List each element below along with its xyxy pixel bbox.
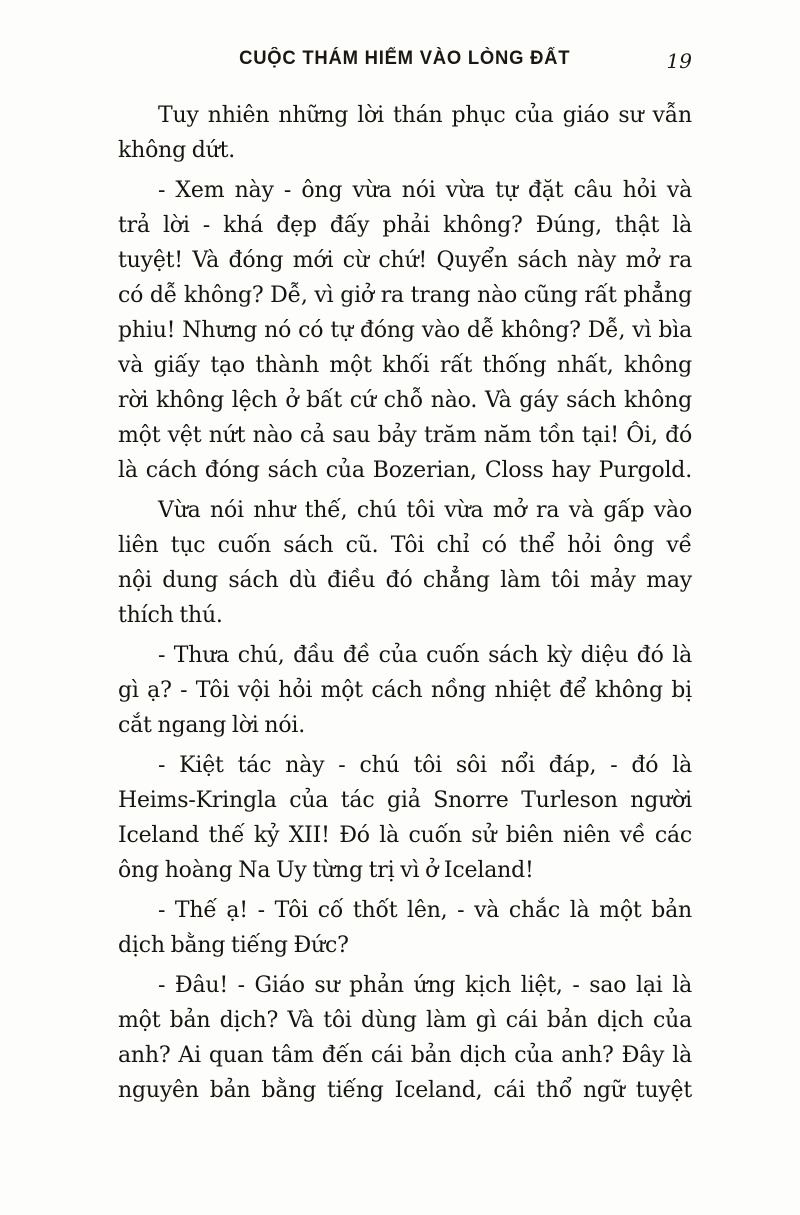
paragraph [118,173,692,488]
text-line: rời không lệch ở bất cứ chỗ nào. Và gáy sách không [118,388,692,413]
text-line: Vừa nói như thế, chú tôi vừa mở ra và gấp vào [158,498,692,523]
text-line: Iceland thế kỷ XII! Đó là cuốn sử biên niên về các [118,823,692,848]
text-line: một bản dịch? Và tôi dùng làm gì cái bản dịch của [118,1008,692,1033]
text-line: không dứt. [118,138,236,163]
text-line: trả lời - khá đẹp đấy phải không? Đúng, thật là [118,213,692,238]
text-line: - Thế ạ! - Tôi cố thốt lên, - và chắc là một bản [158,898,692,923]
text-line: Tuy nhiên những lời thán phục của giáo sư vẫn [158,103,692,128]
text-line: dịch bằng tiếng Đức? [118,933,349,958]
page-number: 19 [666,49,692,73]
paragraph [118,638,692,743]
text-line: gì ạ? - Tôi vội hỏi một cách nồng nhiệt để không bị [118,678,692,703]
text-line: - Thưa chú, đầu đề của cuốn sách kỳ diệu đó là [158,643,692,668]
text-line: tuyệt! Và đóng mới cừ chứ! Quyển sách này mở ra [118,248,692,273]
text-line: là cách đóng sách của Bozerian, Closs hay Purgold. [118,458,692,483]
text-line: Heims-Kringla của tác giả Snorre Turleson người [118,788,692,813]
text-line: nguyên bản bằng tiếng Iceland, cái thổ ngữ tuyệt [118,1078,692,1103]
text-line: - Xem này - ông vừa nói vừa tự đặt câu hỏi và [158,178,692,203]
text-line: phiu! Nhưng nó có tự đóng vào dễ không? Dễ, vì bìa [118,318,692,343]
text-line: ông hoàng Na Uy từng trị vì ở Iceland! [118,858,534,883]
text-line: nội dung sách dù điều đó chẳng làm tôi mảy may [118,568,692,593]
paragraph [118,968,692,1108]
book-title-header: CUỘC THÁM HIỂM VÀO LÒNG ĐẤT [239,48,571,69]
text-line: thích thú. [118,603,223,628]
text-line: - Đâu! - Giáo sư phản ứng kịch liệt, - sao lại là [158,973,692,998]
paragraph [118,748,692,888]
running-header [118,48,692,74]
paragraph [118,98,692,168]
text-line: có dễ không? Dễ, vì giở ra trang nào cũng rất phẳng [118,283,692,308]
text-line: liên tục cuốn sách cũ. Tôi chỉ có thể hỏi ông về [118,533,692,558]
paragraph [118,493,692,633]
text-line: - Kiệt tác này - chú tôi sôi nổi đáp, - đó là [158,753,692,778]
paragraph [118,893,692,963]
body-text [118,98,692,1108]
text-line: cắt ngang lời nói. [118,713,306,738]
text-line: một vệt nứt nào cả sau bảy trăm năm tồn tại! Ôi, đó [118,423,692,448]
text-line: và giấy tạo thành một khối rất thống nhất, không [118,353,692,378]
text-line: anh? Ai quan tâm đến cái bản dịch của anh? Đây là [118,1043,692,1068]
